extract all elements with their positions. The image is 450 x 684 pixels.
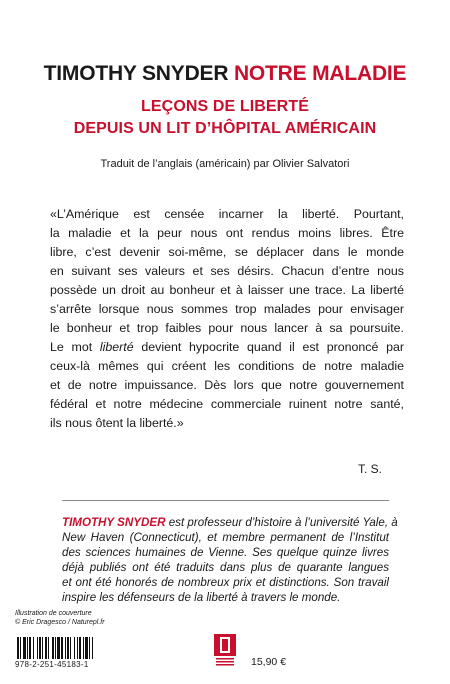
quote-line: la maladie et la peur nous ont rendus moins libres. Être <box>50 226 404 240</box>
book-header <box>0 62 450 86</box>
bio-line: et ont été honorés de nombreux prix et distinctions. Son travail <box>62 576 389 589</box>
quote-line <box>50 341 404 353</box>
barcode <box>15 637 145 677</box>
subtitle-line-2: DEPUIS UN LIT D’HÔPITAL AMÉRICAIN <box>73 120 377 137</box>
quote-line: fédéral et notre médecine commerciale ruinent notre santé, <box>50 397 404 411</box>
quote-line: le bonheur et trop faibles pour nous lancer à sa poursuite. <box>50 321 404 335</box>
quote-line: s’arrête lorsque nous sommes trop malades pour envisager <box>50 302 404 316</box>
quote-signature: T. S. <box>358 462 383 476</box>
author-name: TIMOTHY SNYDER <box>43 62 229 85</box>
price: 15,90 € <box>251 656 287 668</box>
bio-line: déjà publiés ont été traduits dans plus de quarante langues <box>62 561 389 574</box>
bio-author-name: TIMOTHY SNYDER <box>62 516 166 529</box>
publisher-logo-icon <box>214 634 236 668</box>
cover-credit-label: Illustration de couverture <box>15 610 92 617</box>
isbn-number: 978-2-251-45183-1 <box>15 660 89 669</box>
subtitle-line-1: LEÇONS DE LIBERTÉ <box>141 98 309 115</box>
quote-line: ils nous ôtent la liberté.» <box>50 416 184 430</box>
bio-line <box>62 516 398 529</box>
bio-line: New Haven (Connecticut), et membre permanent de l’Institut <box>62 531 389 544</box>
barcode-bars <box>15 637 145 659</box>
quote-line: possède un droit au bonheur et à laisser une trace. La liberté <box>50 283 404 297</box>
publisher-logo <box>214 634 236 668</box>
quote-line: et de notre impuissance. Dès lors que notre gouvernement <box>50 378 404 392</box>
bio-text: est professeur d’histoire à l’université Yale, à <box>165 516 398 529</box>
cover-credit-photographer: © Eric Dragesco / Naturepl.fr <box>15 619 105 626</box>
bio-line: des sciences humaines de Vienne. Ses quelque quinze livres <box>62 546 389 559</box>
quote-emphasis: liberté <box>99 340 134 354</box>
quote-text: Le mot <box>50 340 100 354</box>
translator-credit: Traduit de l’anglais (américain) par Olivier Salvatori <box>100 158 350 170</box>
quote-text: devient hypocrite quand il est prononcé par <box>133 340 404 354</box>
quote-line: en suivant ses valeurs et ses désirs. Chacun d’entre nous <box>50 264 404 278</box>
divider <box>62 500 389 501</box>
quote-line: libre, c’est devenir soi-même, se déplacer dans le monde <box>50 245 404 259</box>
quote-line: «L’Amérique est censée incarner la liberté. Pourtant, <box>50 207 404 221</box>
book-title: NOTRE MALADIE <box>233 62 407 85</box>
quote-line: ceux-là mêmes qui créent les conditions de notre maladie <box>50 359 404 373</box>
bio-line: inspire les défenseurs de la liberté à travers le monde. <box>62 591 341 604</box>
